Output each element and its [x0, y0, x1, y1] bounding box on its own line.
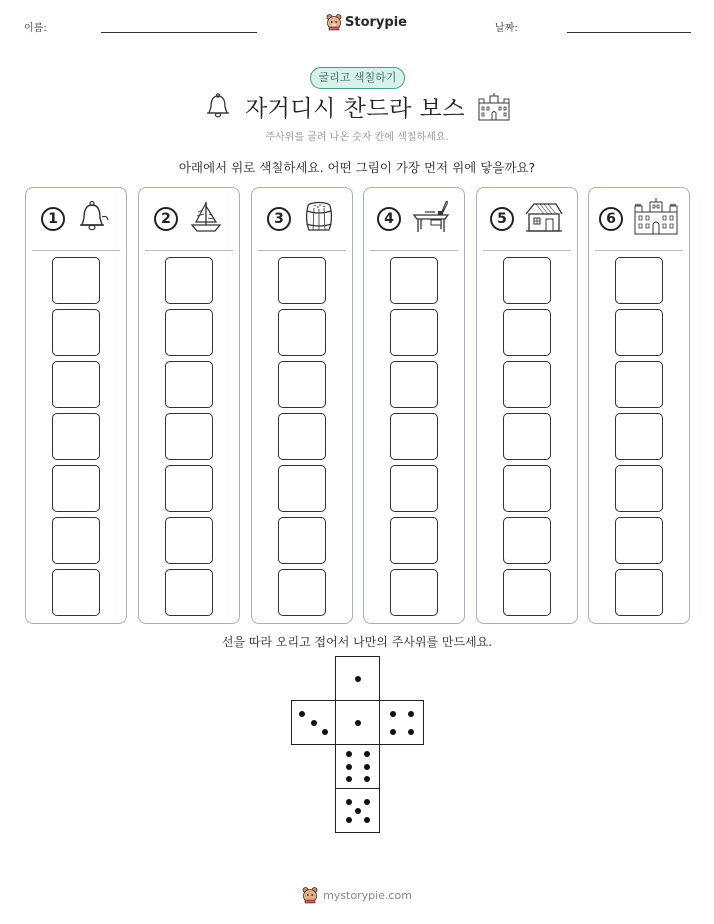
pip — [364, 751, 370, 757]
color-box[interactable] — [278, 413, 326, 460]
color-box[interactable] — [52, 413, 100, 460]
color-box[interactable] — [390, 309, 438, 356]
color-box[interactable] — [503, 569, 551, 616]
color-box[interactable] — [52, 361, 100, 408]
color-box[interactable] — [615, 361, 663, 408]
color-box[interactable] — [503, 413, 551, 460]
pip — [346, 776, 352, 782]
palace-icon — [633, 198, 679, 240]
color-box[interactable] — [278, 361, 326, 408]
pip — [346, 764, 352, 770]
column-number: 6 — [599, 207, 623, 231]
column-header — [139, 188, 239, 250]
color-box[interactable] — [52, 309, 100, 356]
column-header — [26, 188, 126, 250]
color-box[interactable] — [390, 257, 438, 304]
pip — [355, 720, 361, 726]
color-box[interactable] — [615, 517, 663, 564]
column-3 — [251, 187, 353, 624]
color-box[interactable] — [278, 309, 326, 356]
column-divider — [258, 250, 346, 251]
pip — [299, 711, 305, 717]
pip — [364, 817, 370, 823]
color-box[interactable] — [615, 309, 663, 356]
pip — [346, 799, 352, 805]
column-divider — [370, 250, 458, 251]
dice-face-4 — [379, 700, 424, 745]
column-1 — [25, 187, 127, 624]
pip — [390, 729, 396, 735]
date-label: 날짜: — [495, 23, 518, 34]
color-box[interactable] — [390, 413, 438, 460]
color-box[interactable] — [165, 569, 213, 616]
color-box[interactable] — [278, 569, 326, 616]
column-header — [589, 188, 689, 250]
bell-icon — [75, 199, 111, 239]
column-4 — [363, 187, 465, 624]
dice-face-6 — [335, 744, 380, 789]
color-box[interactable] — [503, 465, 551, 512]
column-6 — [588, 187, 690, 624]
color-box[interactable] — [165, 413, 213, 460]
color-box[interactable] — [165, 465, 213, 512]
pip — [364, 776, 370, 782]
page-title: 자거디시 찬드라 보스 — [244, 96, 466, 122]
column-header — [477, 188, 577, 250]
column-number: 2 — [154, 207, 178, 231]
pip — [346, 751, 352, 757]
pip — [408, 729, 414, 735]
pip — [346, 817, 352, 823]
color-box[interactable] — [278, 257, 326, 304]
color-box[interactable] — [165, 361, 213, 408]
pip — [355, 676, 361, 682]
color-box[interactable] — [615, 569, 663, 616]
color-box[interactable] — [390, 517, 438, 564]
column-divider — [483, 250, 571, 251]
pip — [364, 764, 370, 770]
footer — [0, 886, 714, 904]
color-box[interactable] — [390, 465, 438, 512]
color-box[interactable] — [165, 309, 213, 356]
color-box[interactable] — [503, 517, 551, 564]
bear-footer-icon — [302, 886, 318, 904]
color-box[interactable] — [278, 517, 326, 564]
column-divider — [145, 250, 233, 251]
color-box[interactable] — [390, 569, 438, 616]
sailboat-icon — [188, 199, 224, 239]
column-divider — [595, 250, 683, 251]
color-box[interactable] — [278, 465, 326, 512]
instruction: 아래에서 위로 색칠하세요. 어떤 그림이 가장 먼저 위에 닿을까요? — [178, 160, 536, 175]
title-row — [0, 90, 714, 123]
bell-icon — [203, 93, 233, 121]
color-box[interactable] — [390, 361, 438, 408]
column-number: 4 — [377, 207, 401, 231]
barrel-icon — [301, 199, 337, 239]
color-box[interactable] — [165, 517, 213, 564]
dice-face-1 — [335, 700, 380, 745]
color-box[interactable] — [52, 569, 100, 616]
column-header — [364, 188, 464, 250]
pip — [311, 720, 317, 726]
name-line — [101, 32, 257, 33]
column-header — [252, 188, 352, 250]
date-line — [567, 32, 691, 33]
column-number: 5 — [490, 207, 514, 231]
pip — [355, 808, 361, 814]
column-number: 3 — [267, 207, 291, 231]
desk-quill-icon — [411, 199, 451, 239]
color-box[interactable] — [503, 257, 551, 304]
footer-url[interactable]: mystorypie.com — [323, 888, 412, 902]
subtitle: 주사위를 굴려 나온 숫자 칸에 색칠하세요. — [265, 132, 449, 143]
logo-text: Storypie — [345, 14, 407, 30]
dice-face-5 — [335, 788, 380, 833]
dice-face-1 — [335, 656, 380, 701]
palace-icon — [477, 93, 511, 121]
name-label: 이름: — [24, 23, 47, 34]
color-box[interactable] — [52, 465, 100, 512]
bear-logo-icon — [326, 13, 342, 31]
dice-face-3 — [291, 700, 336, 745]
color-box[interactable] — [615, 465, 663, 512]
color-box[interactable] — [615, 413, 663, 460]
column-5 — [476, 187, 578, 624]
color-box[interactable] — [615, 257, 663, 304]
color-box[interactable] — [503, 309, 551, 356]
activity-badge: 굴리고 색칠하기 — [310, 67, 405, 89]
house-icon — [524, 199, 564, 239]
pip — [390, 711, 396, 717]
pip — [322, 729, 328, 735]
color-box[interactable] — [503, 361, 551, 408]
storypie-logo — [326, 13, 407, 31]
pip — [364, 799, 370, 805]
column-2 — [138, 187, 240, 624]
column-divider — [32, 250, 120, 251]
fold-instruction: 선을 따라 오리고 접어서 나만의 주사위를 만드세요. — [221, 635, 493, 649]
color-box[interactable] — [52, 257, 100, 304]
pip — [408, 711, 414, 717]
color-box[interactable] — [165, 257, 213, 304]
column-number: 1 — [41, 207, 65, 231]
color-box[interactable] — [52, 517, 100, 564]
